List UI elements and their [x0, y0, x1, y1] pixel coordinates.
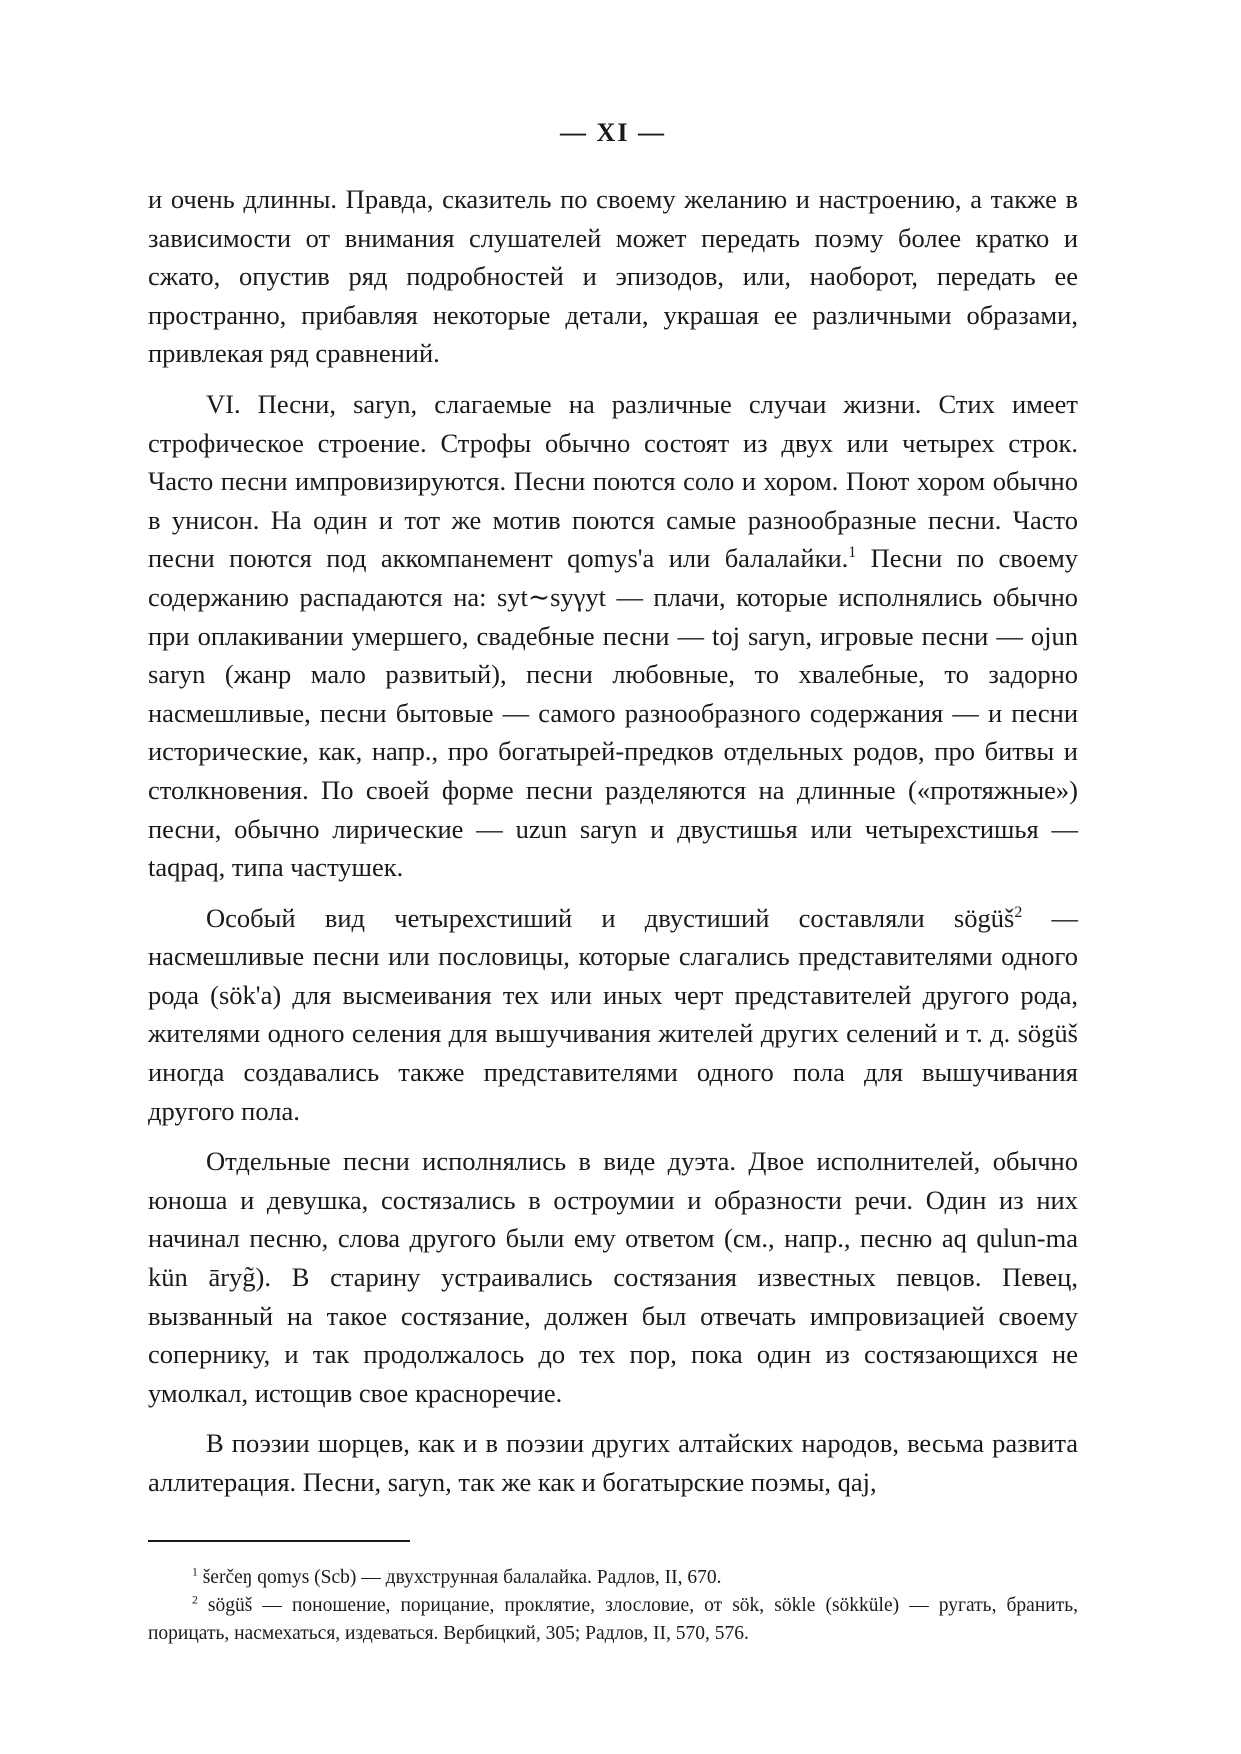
paragraph-songs	[148, 385, 1078, 887]
footnote-marker: 1	[192, 1565, 198, 1579]
paragraph-text: В поэзии шорцев, как и в поэзии других алтайских народов, весьма развита аллитерация. Песни, saryn, так же как и богатырские поэмы, qaj,	[148, 1428, 1078, 1497]
paragraph-alliteration	[148, 1424, 1078, 1501]
footnote-divider	[148, 1540, 410, 1542]
paragraph-sogus	[148, 899, 1078, 1131]
paragraph-text: Отдельные песни исполнялись в виде дуэта. Двое исполнителей, обычно юноша и девушка, состязались в остроумии и образности речи. Один из них начинал песню, слова другого были ему ответом (см., напр., песню aq qulun-ma kün āryg̃). В старину устраивались состязания известных певцов. Певец, вызванный на такое состязание, должен был отвечать импровизацией своему сопернику, и так продолжалось до тех пор, пока один из состязающихся не умолкал, истощив свое красноречие.	[148, 1146, 1078, 1408]
footnote-ref-2[interactable]: 2	[1014, 903, 1023, 921]
footnote-2	[148, 1592, 1078, 1648]
footnote-1	[148, 1564, 1078, 1592]
paragraph-duet	[148, 1142, 1078, 1412]
paragraph-continuation	[148, 180, 1078, 373]
paragraph-text-after: — насмешливые песни или пословицы, которые слагались представителями одного рода (sök'а) для высмеивания тех или иных черт представителей другого рода, жителями одного селения для вышучивания жителей других селений и т. д. sögüš иногда создавались также представителями одного пола для вышучивания другого пола.	[148, 902, 1078, 1126]
paragraph-text: и очень длинны. Правда, сказитель по своему желанию и настроению, а также в зависимости от внимания слушателей может передать поэму более кратко и сжато, опустив ряд подробностей и эпизодов, или, наоборот, передать ее пространно, прибавляя некоторые детали, украшая ее различными образами, привлекая ряд сравнений.	[148, 184, 1078, 369]
footnote-text: šerčeŋ qomys (Scb) — двухструнная балалайка. Радлов, II, 670.	[197, 1566, 722, 1588]
page-number: — XI —	[560, 118, 666, 147]
paragraph-text-after: Песни по своему содержанию распадаются на: sуt∼syγyt — плачи, которые исполнялись обычно при оплакивании умершего, свадебные песни — toj saryn, игровые песни — ojun saryn (жанр мало развитый), песни любовные, то хвалебные, то задорно насмешливые, песни бытовые — самого разнообразного содержания — и песни исторические, как, напр., про богатырей-предков отдельных родов, про битвы и столкновения. По своей форме песни разделяются на длинные («протяжные») песни, обычно лирические — uzun saryn и двустишья или четырехстишья — taqpaq, типа частушек.	[148, 543, 1078, 883]
footnote-ref-1[interactable]: 1	[848, 544, 857, 562]
footnote-marker: 2	[192, 1593, 198, 1607]
page-body	[148, 118, 1078, 1648]
paragraph-text: Особый вид четырехстиший и двустиший составляли sögüš	[206, 902, 1015, 933]
paragraph-text: VI. Песни, saryn, слагаемые на различные случаи жизни. Стих имеет строфическое строение. Строфы обычно состоят из двух или четырех строк. Часто песни импровизируются. Песни поются соло и хором. Поют хором обычно в унисон. На один и тот же мотив поются самые разнообразные песни. Часто песни поются под аккомпанемент qomys'а или балалайки.	[148, 388, 1078, 574]
footnote-text: sögüš — поношение, порицание, проклятие, злословие, от sök, sökle (sökküle) — ругать, бранить, порицать, насмехаться, издеваться. Вербицкий, 305; Радлов, II, 570, 576.	[148, 1594, 1078, 1644]
